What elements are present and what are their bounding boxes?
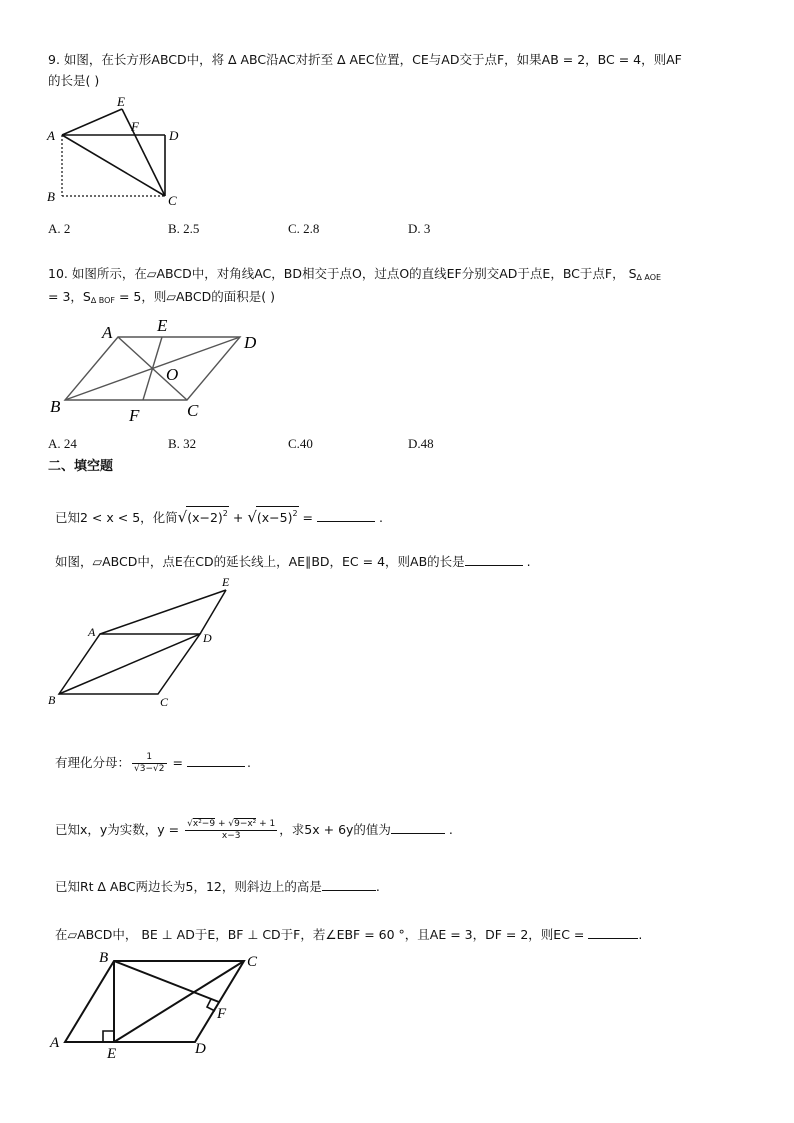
q9-option-d: D. 3 <box>408 221 431 236</box>
fill3-pre: 有理化分母： <box>55 755 131 770</box>
fill5-end: . <box>375 879 380 894</box>
fill4-end: . <box>448 822 453 837</box>
fill2-text: 如图，▱ABCD中，点E在CD的延长线上，AE∥BD，EC = 4，则AB的长是 <box>55 554 465 569</box>
fill1-plus: + <box>228 510 248 525</box>
fill5-text: 已知Rt ∆ ABC两边长为5，12，则斜边上的高是 <box>55 879 322 894</box>
q10-label-e: E <box>157 316 168 335</box>
q10-line2b: = 5，则▱ABCD的面积是( ) <box>114 289 275 304</box>
fill2-label-e: E <box>222 575 230 589</box>
fill4-pre: 已知x，y为实数，y = <box>55 822 184 837</box>
fill3-den-a: 3 <box>139 764 146 774</box>
fill6-label-f: F <box>217 1006 227 1022</box>
fill6-label-d: D <box>195 1041 206 1057</box>
fill1-rad2-text: (x−5) <box>256 510 293 525</box>
fill4-num-r1: x²−9 <box>192 819 216 829</box>
sqrt-icon: √ <box>177 508 188 526</box>
fill3-den-b: 2 <box>158 764 165 774</box>
q10-line2a: = 3，S <box>48 289 91 304</box>
q9-label-e: E <box>117 94 125 109</box>
q10-label-o: O <box>166 365 179 384</box>
q10-option-b: B. 32 <box>168 436 197 451</box>
fill3-den: √3−√2 <box>134 764 165 774</box>
section-title: 二、填空题 <box>48 459 114 474</box>
fill2-label-a: A <box>88 625 96 639</box>
fill4-post: ，求5x + 6y的值为 <box>279 822 391 837</box>
fill1-end: . <box>378 510 383 525</box>
q9-label-b: B <box>47 189 55 204</box>
q9-option-a: A. 2 <box>48 221 71 236</box>
fill2-label-c: C <box>160 695 169 709</box>
q9-text-line1: 9. 如图，在长方形ABCD中，将 ∆ ABC沿AC对折至 ∆ AEC位置，CE与AD交于点F，如果AB = 2，BC = 4，则AF <box>48 52 682 67</box>
q10-line1: 10. 如图所示，在▱ABCD中，对角线AC，BD相交于点O，过点O的直线EF分别交AD于点E，BC于点F， S <box>48 266 637 281</box>
fill2-end: . <box>526 554 531 569</box>
fill2-label-b: B <box>48 693 56 707</box>
q10-label-c: C <box>187 401 199 420</box>
q10-label-d: D <box>244 333 257 352</box>
q10-label-a: A <box>102 323 113 342</box>
fill6-label-c: C <box>247 954 258 970</box>
fill3-equals: = <box>168 755 187 770</box>
fill3-end: . <box>246 755 251 770</box>
fill1-rad1-text: (x−2) <box>187 510 223 525</box>
q10-label-f: F <box>129 406 140 425</box>
fill4-num-tail: + 1 <box>256 819 276 829</box>
fill6-label-b: B <box>99 950 109 966</box>
fill1-exp1: 2 <box>222 509 228 518</box>
q9-option-b: B. 2.5 <box>168 221 200 236</box>
q10-area-aoe: ∆ AOE <box>636 273 662 282</box>
q10-area-bof: ∆ BOF <box>90 296 115 305</box>
fill1-exp2: 2 <box>292 509 298 518</box>
fill6-label-a: A <box>50 1035 60 1051</box>
fill4-num-r2: 9−x² <box>234 819 257 829</box>
fill3-den-minus: − <box>145 764 154 774</box>
fill4-den: x−3 <box>221 831 241 841</box>
q9-text-line2: 的长是( ) <box>48 73 100 88</box>
fill4-num: √x²−9 + √9−x² + 1 <box>187 819 276 829</box>
fill3-num: 1 <box>132 752 167 764</box>
fill1-equals: = <box>298 510 317 525</box>
fill6-end: . <box>638 927 643 942</box>
q9-option-c: C. 2.8 <box>288 221 320 236</box>
q10-option-c: C.40 <box>288 436 313 451</box>
fill2-label-d: D <box>203 631 212 645</box>
q9-label-f: F <box>131 119 139 134</box>
q10-option-a: A. 24 <box>48 436 77 451</box>
q9-label-d: D <box>169 128 179 143</box>
fill6-text: 在▱ABCD中， BE ⊥ AD于E，BF ⊥ CD于F，若∠EBF = 60 °，且AE = 3，DF = 2，则EC = <box>55 927 589 942</box>
q9-label-c: C <box>168 193 177 208</box>
q9-label-a: A <box>47 128 55 143</box>
q10-label-b: B <box>50 397 61 416</box>
fill4-num-plus: + <box>215 819 229 829</box>
fill6-label-e: E <box>107 1046 117 1062</box>
q10-option-d: D.48 <box>408 436 434 451</box>
sqrt-icon: √ <box>247 508 257 526</box>
fill1-pre: 已知2 < x < 5，化简 <box>55 510 178 525</box>
